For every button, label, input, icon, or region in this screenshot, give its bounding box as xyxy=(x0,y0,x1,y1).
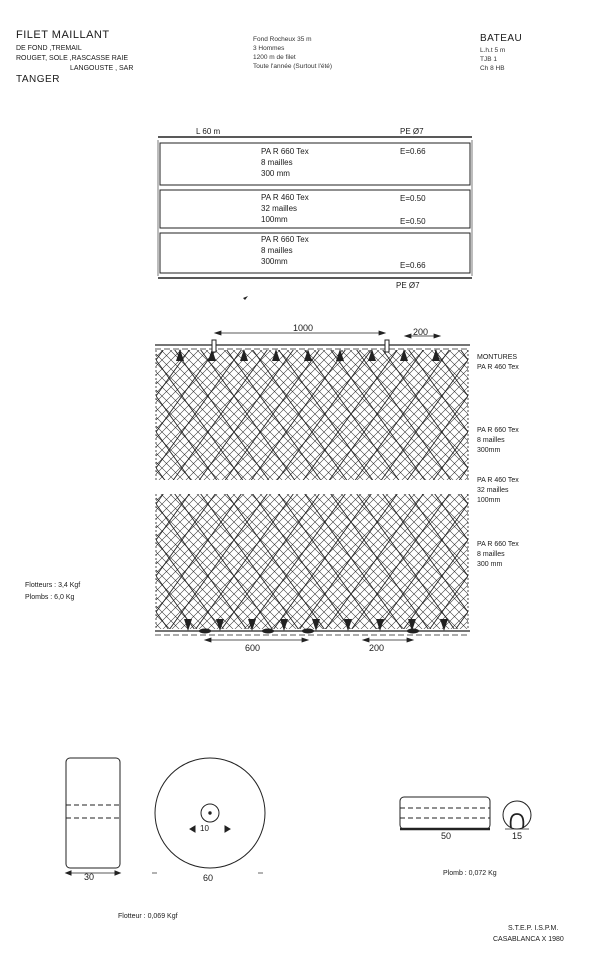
subtitle-line-3: LANGOUSTE , SAR xyxy=(70,65,134,72)
label-montures: MONTURES xyxy=(477,354,518,361)
diagram-title: FILET MAILLANT xyxy=(16,29,110,41)
float-hole-dim: 10 xyxy=(200,824,209,833)
footer-place-date: CASABLANCA X 1980 xyxy=(493,936,564,943)
panel-2-meshes: 32 mailles xyxy=(261,204,298,213)
net-float-1 xyxy=(212,340,216,352)
panel-2-size: 100mm xyxy=(261,215,288,224)
label-inner-material: PA R 460 Tex xyxy=(477,477,519,484)
sinker-weight-label: Plomb : 0,072 Kg xyxy=(443,870,497,877)
panel-1-meshes: 8 mailles xyxy=(261,158,293,167)
label-outer-bottom-meshes: 8 mailles xyxy=(477,551,505,558)
net-float-2 xyxy=(385,340,389,352)
float-diameter-dim: 60 xyxy=(203,873,214,883)
sinker-side-view xyxy=(400,797,490,829)
label-inner-size: 100mm xyxy=(477,497,501,504)
boat-power: Ch 8 HB xyxy=(480,65,505,72)
sinker-width-dim: 15 xyxy=(512,831,523,841)
location: TANGER xyxy=(16,74,60,85)
top-rope-label: PE Ø7 xyxy=(400,127,424,136)
panel-3-size: 300mm xyxy=(261,257,288,266)
panel-1-material: PA R 660 Tex xyxy=(261,147,309,156)
float-side-width: 30 xyxy=(84,872,95,882)
sinker-length-dim: 50 xyxy=(441,831,452,841)
panel-1-hanging-ratio: E=0.66 xyxy=(400,147,426,156)
float-side-view xyxy=(66,758,120,868)
panel-3-meshes: 8 mailles xyxy=(261,246,293,255)
label-montures-material: PA R 460 Tex xyxy=(477,364,519,371)
net-outer-mesh-bottom xyxy=(156,494,468,629)
condition-crew: 3 Hommes xyxy=(253,45,285,52)
panel-2-hanging-ratio-top: E=0.50 xyxy=(400,194,426,203)
label-outer-bottom-size: 300 mm xyxy=(477,561,503,568)
boat-tonnage: TJB 1 xyxy=(480,56,497,63)
small-mark xyxy=(243,296,248,300)
panel-2-hanging-ratio-bottom: E=0.50 xyxy=(400,217,426,226)
subtitle-line-2: ROUGET, SOLE ,RASCASSE RAIE xyxy=(16,55,129,62)
panel-3-hanging-ratio: E=0.66 xyxy=(400,261,426,270)
label-outer-top-size: 300mm xyxy=(477,447,501,454)
dim-bottom-long: 600 xyxy=(245,643,261,653)
label-inner-meshes: 32 mailles xyxy=(477,487,509,494)
dim-top-short: 200 xyxy=(413,327,429,337)
footer-org: S.T.E.P. I.S.P.M. xyxy=(508,925,559,932)
floats-weight: Flotteurs : 3,4 Kgf xyxy=(25,582,81,589)
net-length-label: L 60 m xyxy=(196,127,221,136)
condition-length: 1200 m de filet xyxy=(253,54,296,61)
sinkers-weight: Plombs : 6,0 Kg xyxy=(25,594,75,601)
subtitle-line-1: DE FOND ,TREMAIL xyxy=(16,45,82,52)
label-outer-top-meshes: 8 mailles xyxy=(477,437,505,444)
net-outer-mesh-top xyxy=(156,350,468,480)
condition-season: Toute l'année (Surtout l'été) xyxy=(253,63,333,70)
panel-3-material: PA R 660 Tex xyxy=(261,235,309,244)
boat-length: L.h.t 5 m xyxy=(480,47,506,54)
sinker-end-view xyxy=(503,801,531,829)
condition-depth: Fond Rocheux 35 m xyxy=(253,36,312,43)
label-outer-top-material: PA R 660 Tex xyxy=(477,427,519,434)
bottom-rope-label: PE Ø7 xyxy=(396,281,420,290)
label-outer-bottom-material: PA R 660 Tex xyxy=(477,541,519,548)
float-weight-label: Flotteur : 0,069 Kgf xyxy=(118,913,178,920)
boat-title: BATEAU xyxy=(480,33,523,44)
panel-2-material: PA R 460 Tex xyxy=(261,193,309,202)
panel-1-size: 300 mm xyxy=(261,169,290,178)
dim-bottom-short: 200 xyxy=(369,643,385,653)
dim-top-long: 1000 xyxy=(293,323,314,333)
